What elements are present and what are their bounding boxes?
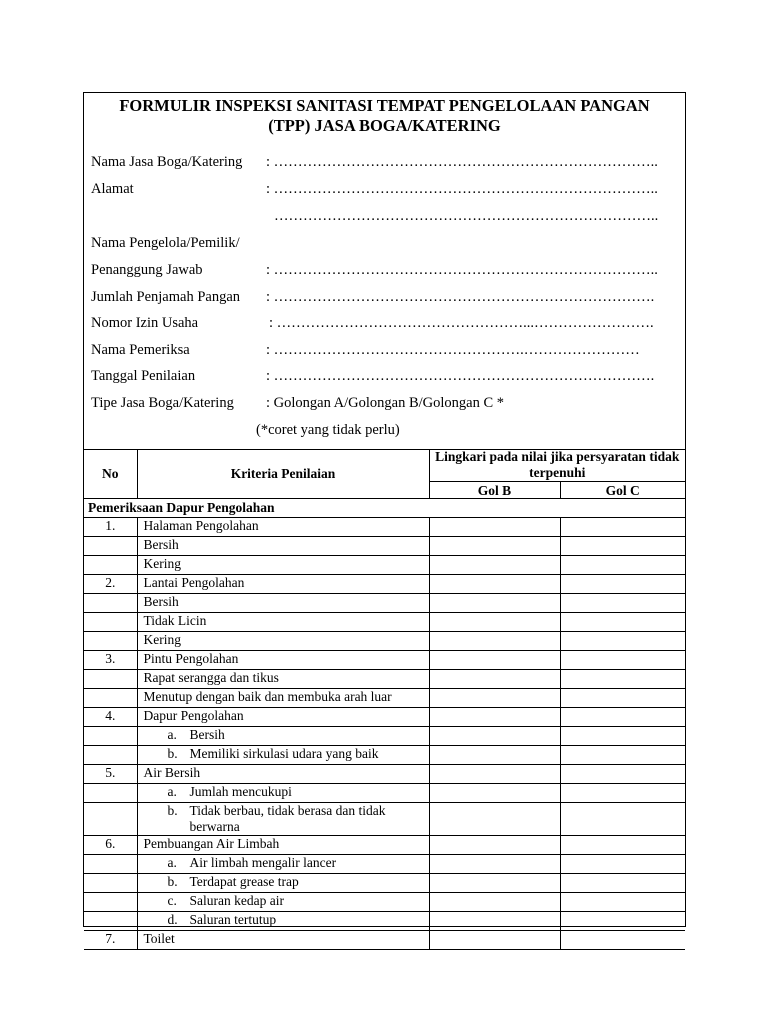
criteria-text: Pembuangan Air Limbah: [143, 836, 280, 851]
table-row: [84, 670, 685, 689]
criteria-text-cont: berwarna: [189, 819, 240, 834]
criteria-cell: [137, 874, 429, 893]
criteria-text: Tidak berbau, tidak berasa dan tidak: [189, 803, 386, 818]
criteria-cell: [137, 575, 429, 594]
table-row: [84, 575, 685, 594]
criteria-cell: [137, 912, 429, 931]
criteria-cell: [137, 727, 429, 746]
score-cell-gol-c[interactable]: [560, 893, 685, 912]
table-row: [84, 537, 685, 556]
criteria-cell: [137, 708, 429, 727]
criteria-text: Saluran kedap air: [189, 893, 284, 908]
field-nama-pemeriksa[interactable]: : …………………………………………….……………………: [266, 342, 640, 358]
table-row: [84, 727, 685, 746]
header-gol-c: Gol C: [560, 482, 685, 499]
row-number: 6.: [84, 836, 137, 855]
criteria-text: Air limbah mengalir lancer: [189, 855, 337, 870]
label-jumlah-penjamah: Jumlah Penjamah Pangan: [91, 289, 241, 305]
row-number: [84, 556, 137, 575]
score-cell-gol-c[interactable]: [560, 670, 685, 689]
score-cell-gol-b[interactable]: [429, 912, 560, 931]
criteria-cell: [137, 855, 429, 874]
score-cell-gol-c[interactable]: [560, 912, 685, 931]
item-marker: b.: [167, 803, 178, 818]
label-alamat: Alamat: [91, 181, 134, 197]
score-cell-gol-c[interactable]: [560, 575, 685, 594]
score-cell-gol-c[interactable]: [560, 708, 685, 727]
row-number: [84, 670, 137, 689]
section-title: Pemeriksaan Dapur Pengolahan: [84, 499, 685, 518]
footnote: (*coret yang tidak perlu): [256, 422, 400, 438]
criteria-table: [84, 449, 685, 950]
criteria-text: Toilet: [143, 931, 175, 946]
score-cell-gol-b[interactable]: [429, 803, 560, 836]
criteria-text: Terdapat grease trap: [189, 874, 299, 889]
criteria-cell: [137, 893, 429, 912]
criteria-text: Bersih: [143, 594, 179, 609]
field-tipe[interactable]: : Golongan A/Golongan B/Golongan C *: [266, 395, 505, 411]
header-no: No: [84, 449, 137, 499]
row-number: 2.: [84, 575, 137, 594]
score-cell-gol-c[interactable]: [560, 518, 685, 537]
score-cell-gol-c[interactable]: [560, 874, 685, 893]
score-cell-gol-b[interactable]: [429, 556, 560, 575]
inspection-form: [83, 92, 686, 946]
item-marker: a.: [167, 784, 177, 799]
criteria-text: Lantai Pengolahan: [143, 575, 245, 590]
row-number: [84, 537, 137, 556]
field-nama-jasa-boga[interactable]: : ……………………………………………………………………..: [266, 154, 658, 170]
criteria-text: Tidak Licin: [143, 613, 207, 628]
score-cell-gol-c[interactable]: [560, 803, 685, 836]
table-row: [84, 594, 685, 613]
criteria-text: Pintu Pengolahan: [143, 651, 239, 666]
table-row: [84, 803, 685, 836]
form-title-line2: (TPP) JASA BOGA/KATERING: [268, 116, 501, 135]
criteria-cell: [137, 765, 429, 784]
field-penanggung-jawab[interactable]: : ……………………………………………………………………..: [266, 262, 658, 278]
criteria-cell: [137, 803, 429, 836]
score-cell-gol-b[interactable]: [429, 632, 560, 651]
row-number: [84, 803, 137, 836]
label-nama-jasa-boga: Nama Jasa Boga/Katering: [91, 154, 243, 170]
label-tipe: Tipe Jasa Boga/Katering: [91, 395, 234, 411]
row-number: [84, 613, 137, 632]
criteria-cell: [137, 537, 429, 556]
score-cell-gol-c[interactable]: [560, 594, 685, 613]
score-cell-gol-b[interactable]: [429, 836, 560, 855]
criteria-text: Air Bersih: [143, 765, 201, 780]
table-row: [84, 765, 685, 784]
score-cell-gol-c[interactable]: [560, 651, 685, 670]
criteria-text: Memiliki sirkulasi udara yang baik: [189, 746, 379, 761]
field-jumlah-penjamah[interactable]: : …………………………………………………………………….: [266, 289, 655, 305]
header-lingkari: Lingkari pada nilai jika persyaratan tidak terpenuhi: [429, 449, 685, 482]
score-cell-gol-b[interactable]: [429, 575, 560, 594]
criteria-cell: [137, 613, 429, 632]
header-gol-b: Gol B: [429, 482, 560, 499]
score-cell-gol-c[interactable]: [560, 784, 685, 803]
table-row: [84, 689, 685, 708]
field-tanggal[interactable]: : …………………………………………………………………….: [266, 368, 655, 384]
criteria-cell: [137, 632, 429, 651]
item-marker: c.: [167, 893, 177, 908]
criteria-text: Menutup dengan baik dan membuka arah luar: [143, 689, 392, 704]
score-cell-gol-b[interactable]: [429, 874, 560, 893]
row-number: 5.: [84, 765, 137, 784]
item-marker: b.: [167, 874, 178, 889]
score-cell-gol-b[interactable]: [429, 518, 560, 537]
table-row: [84, 893, 685, 912]
score-cell-gol-b[interactable]: [429, 727, 560, 746]
table-row: [84, 931, 685, 950]
row-number: 7.: [84, 931, 137, 950]
score-cell-gol-b[interactable]: [429, 784, 560, 803]
criteria-text: Jumlah mencukupi: [189, 784, 292, 799]
score-cell-gol-b[interactable]: [429, 651, 560, 670]
row-number: [84, 689, 137, 708]
header-kriteria: Kriteria Penilaian: [137, 449, 429, 499]
criteria-text: Kering: [143, 632, 181, 647]
row-number: [84, 893, 137, 912]
criteria-cell: [137, 784, 429, 803]
label-tanggal: Tanggal Penilaian: [91, 368, 196, 384]
score-cell-gol-c[interactable]: [560, 727, 685, 746]
form-header: [84, 93, 685, 450]
table-row: [84, 912, 685, 931]
table-row: [84, 556, 685, 575]
table-row: [84, 874, 685, 893]
score-cell-gol-b[interactable]: [429, 613, 560, 632]
score-cell-gol-b[interactable]: [429, 746, 560, 765]
score-cell-gol-c[interactable]: [560, 689, 685, 708]
table-row: [84, 855, 685, 874]
item-marker: a.: [167, 855, 177, 870]
table-row: [84, 651, 685, 670]
row-number: [84, 727, 137, 746]
criteria-text: Bersih: [189, 727, 225, 742]
score-cell-gol-c[interactable]: [560, 765, 685, 784]
table-row: [84, 784, 685, 803]
score-cell-gol-c[interactable]: [560, 746, 685, 765]
criteria-text: Bersih: [143, 537, 179, 552]
criteria-cell: [137, 518, 429, 537]
score-cell-gol-c[interactable]: [560, 556, 685, 575]
score-cell-gol-b[interactable]: [429, 893, 560, 912]
table-row: [84, 746, 685, 765]
criteria-cell: [137, 836, 429, 855]
criteria-text: Rapat serangga dan tikus: [143, 670, 279, 685]
row-number: [84, 874, 137, 893]
criteria-text: Dapur Pengolahan: [143, 708, 244, 723]
score-cell-gol-c[interactable]: [560, 537, 685, 556]
criteria-text: Halaman Pengolahan: [143, 518, 259, 533]
table-row: [84, 708, 685, 727]
row-number: [84, 912, 137, 931]
table-row: [84, 632, 685, 651]
label-nomor-izin: Nomor Izin Usaha: [91, 315, 199, 331]
label-penanggung-jawab: Penanggung Jawab: [91, 262, 203, 278]
criteria-text: Saluran tertutup: [189, 912, 277, 927]
criteria-cell: [137, 556, 429, 575]
table-row: [84, 518, 685, 537]
score-cell-gol-c[interactable]: [560, 931, 685, 950]
field-alamat[interactable]: : ……………………………………………………………………..: [266, 181, 658, 197]
row-number: [84, 746, 137, 765]
row-number: [84, 632, 137, 651]
label-pengelola: Nama Pengelola/Pemilik/: [91, 235, 240, 251]
item-marker: b.: [167, 746, 178, 761]
criteria-cell: [137, 594, 429, 613]
score-cell-gol-b[interactable]: [429, 931, 560, 950]
score-cell-gol-c[interactable]: [560, 632, 685, 651]
criteria-cell: [137, 746, 429, 765]
row-number: 4.: [84, 708, 137, 727]
score-cell-gol-c[interactable]: [560, 855, 685, 874]
row-number: 3.: [84, 651, 137, 670]
score-cell-gol-b[interactable]: [429, 765, 560, 784]
table-row: [84, 613, 685, 632]
form-title-line1: FORMULIR INSPEKSI SANITASI TEMPAT PENGELOLAAN PANGAN: [119, 96, 650, 115]
item-marker: a.: [167, 727, 177, 742]
score-cell-gol-b[interactable]: [429, 537, 560, 556]
criteria-cell: [137, 689, 429, 708]
row-number: [84, 594, 137, 613]
criteria-cell: [137, 651, 429, 670]
criteria-cell: [137, 670, 429, 689]
criteria-text: Kering: [143, 556, 181, 571]
field-nomor-izin[interactable]: : ……………………………………………...…………………….: [269, 315, 654, 331]
item-marker: d.: [167, 912, 178, 927]
table-row: [84, 836, 685, 855]
score-cell-gol-c[interactable]: [560, 836, 685, 855]
row-number: [84, 784, 137, 803]
score-cell-gol-b[interactable]: [429, 708, 560, 727]
score-cell-gol-c[interactable]: [560, 613, 685, 632]
field-alamat-line2[interactable]: ……………………………………………………………………..: [274, 208, 659, 224]
score-cell-gol-b[interactable]: [429, 689, 560, 708]
row-number: 1.: [84, 518, 137, 537]
score-cell-gol-b[interactable]: [429, 594, 560, 613]
row-number: [84, 855, 137, 874]
score-cell-gol-b[interactable]: [429, 855, 560, 874]
label-nama-pemeriksa: Nama Pemeriksa: [91, 342, 190, 358]
criteria-cell: [137, 931, 429, 950]
score-cell-gol-b[interactable]: [429, 670, 560, 689]
